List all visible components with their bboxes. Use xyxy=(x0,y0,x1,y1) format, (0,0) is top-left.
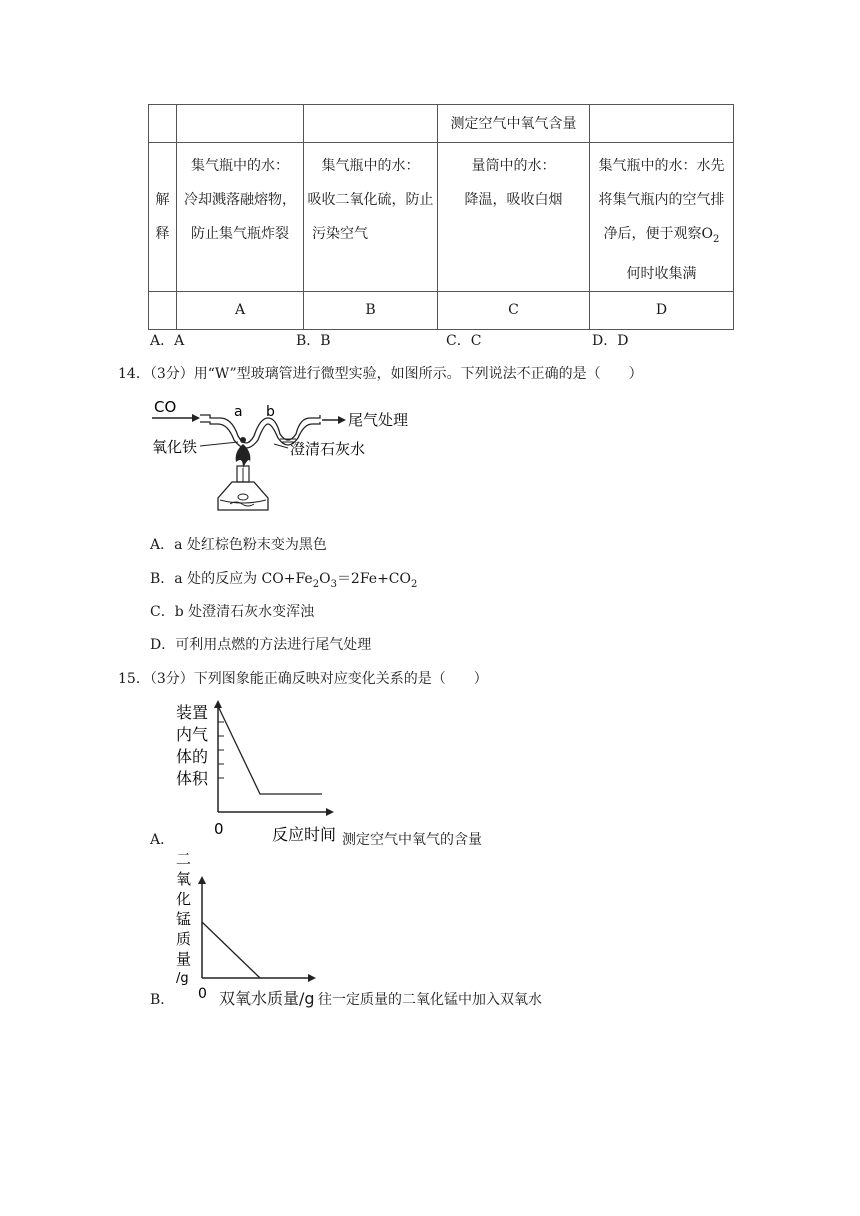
w-tube-diagram xyxy=(150,394,420,518)
table-cell xyxy=(149,105,177,143)
table-letter: A xyxy=(177,291,304,329)
tail-arrow-head xyxy=(338,416,346,424)
explanation-c xyxy=(438,143,590,292)
table-cell xyxy=(590,105,734,143)
q14-option-a[interactable]: A．a 处红棕色粉末变为黑色 xyxy=(150,537,327,553)
w-tube-upper xyxy=(200,415,320,443)
cell-line: 集气瓶中的水：水先 xyxy=(598,158,725,174)
q13-option-d[interactable]: D．D xyxy=(592,333,629,349)
q13-table xyxy=(148,104,734,330)
table-letter: C xyxy=(438,291,590,329)
graph-a-ylabel-line: 体的 xyxy=(176,747,209,766)
iron-oxide-label: 氧化铁 xyxy=(152,438,198,456)
explanation-a xyxy=(177,143,304,292)
q14-stem: 14．（3分）用“W”型玻璃管进行微型实验，如图所示。下列说法不正确的是（ ） xyxy=(118,366,643,382)
row-label-char: 释 xyxy=(155,225,170,242)
row-label-cell xyxy=(149,143,177,292)
graph-b-ylabel-char: 化 xyxy=(176,890,192,908)
q14-option-b[interactable]: B．a 处的反应为 $CO+Fe_2O_3=2Fe+CO_2$ xyxy=(150,571,418,590)
graph-b-ylabel-char: 二 xyxy=(176,850,192,868)
q13-option-a[interactable]: A．A xyxy=(150,333,185,349)
graph-b-ylabel-char: 锰 xyxy=(176,910,192,928)
table-cell xyxy=(177,105,304,143)
graph-b-ylabel-char: 氧 xyxy=(176,870,192,888)
q15-option-a-caption: 测定空气中氧气的含量 xyxy=(342,832,482,848)
q14-option-d[interactable]: D．可利用点燃的方法进行尾气处理 xyxy=(150,637,372,653)
label-a: a xyxy=(234,404,243,420)
cell-line: 吸收二氧化硫，防止 xyxy=(307,192,434,208)
cell-line: 量筒中的水： xyxy=(471,158,556,174)
q15-option-b-label[interactable]: B． xyxy=(150,992,175,1008)
q13-option-b[interactable]: B．B xyxy=(296,333,331,349)
table-cell xyxy=(304,105,438,143)
cell-line: 何时收集满 xyxy=(626,265,697,282)
q15-option-a-label[interactable]: A． xyxy=(150,832,175,848)
graph-b-curve xyxy=(202,922,260,978)
row-label-char: 解 xyxy=(155,191,170,208)
cell-line: 污染空气 xyxy=(312,226,368,242)
table-cell xyxy=(149,291,177,329)
table-cell: 测定空气中氧气含量 xyxy=(438,105,590,143)
graph-b-mno2-vs-h2o2 xyxy=(172,848,322,1006)
graph-a-xlabel: 反应时间 xyxy=(272,825,337,844)
cell-line: 冷却溅落融熔物， xyxy=(184,192,296,208)
graph-b-ylabel-char: 量 xyxy=(176,950,192,968)
graph-a-ylabel-line: 装置 xyxy=(176,703,209,722)
graph-a-curve xyxy=(218,706,322,794)
cell-line: 集气瓶中的水： xyxy=(191,158,289,174)
label-b: b xyxy=(266,404,275,420)
q15-option-b-caption: 往一定质量的二氧化锰中加入双氧水 xyxy=(318,992,542,1008)
graph-b-origin: 0 xyxy=(198,986,207,1002)
cell-line: 防止集气瓶炸裂 xyxy=(191,226,289,242)
graph-a-volume-vs-time xyxy=(170,700,350,845)
graph-a-ylabel-line: 内气 xyxy=(176,725,209,744)
iron-oxide-pointer xyxy=(200,442,238,446)
graph-b-ylabel-char: 质 xyxy=(176,930,192,948)
co-arrow-head xyxy=(192,414,200,422)
limewater-label: 澄清石灰水 xyxy=(290,440,366,458)
explanation-d xyxy=(590,143,734,292)
cell-line: 将集气瓶内的空气排 xyxy=(598,192,725,208)
explanation-b xyxy=(304,143,438,292)
cell-line: 降温，吸收白烟 xyxy=(464,192,563,208)
iron-oxide-powder xyxy=(240,437,246,443)
table-letter: D xyxy=(590,291,734,329)
graph-b-xlabel: 双氧水质量/g xyxy=(219,989,315,1008)
cell-line: 集气瓶中的水： xyxy=(321,158,420,174)
table-letter: B xyxy=(304,291,438,329)
q14-option-c[interactable]: C．b 处澄清石灰水变浑浊 xyxy=(150,604,315,620)
alcohol-lamp-icon xyxy=(218,482,268,510)
graph-b-ylabel-char: /g xyxy=(176,971,189,986)
graph-a-ylabel-line: 体积 xyxy=(176,769,209,788)
q15-stem: 15．（3分）下列图象能正确反映对应变化关系的是（ ） xyxy=(118,671,488,687)
q13-option-c[interactable]: C．C xyxy=(446,333,482,349)
tail-gas-label: 尾气处理 xyxy=(348,411,409,429)
cell-line: 净后，便于观察$O_2$ xyxy=(603,226,720,245)
graph-a-origin: 0 xyxy=(214,820,224,838)
co-label: CO xyxy=(154,398,177,416)
